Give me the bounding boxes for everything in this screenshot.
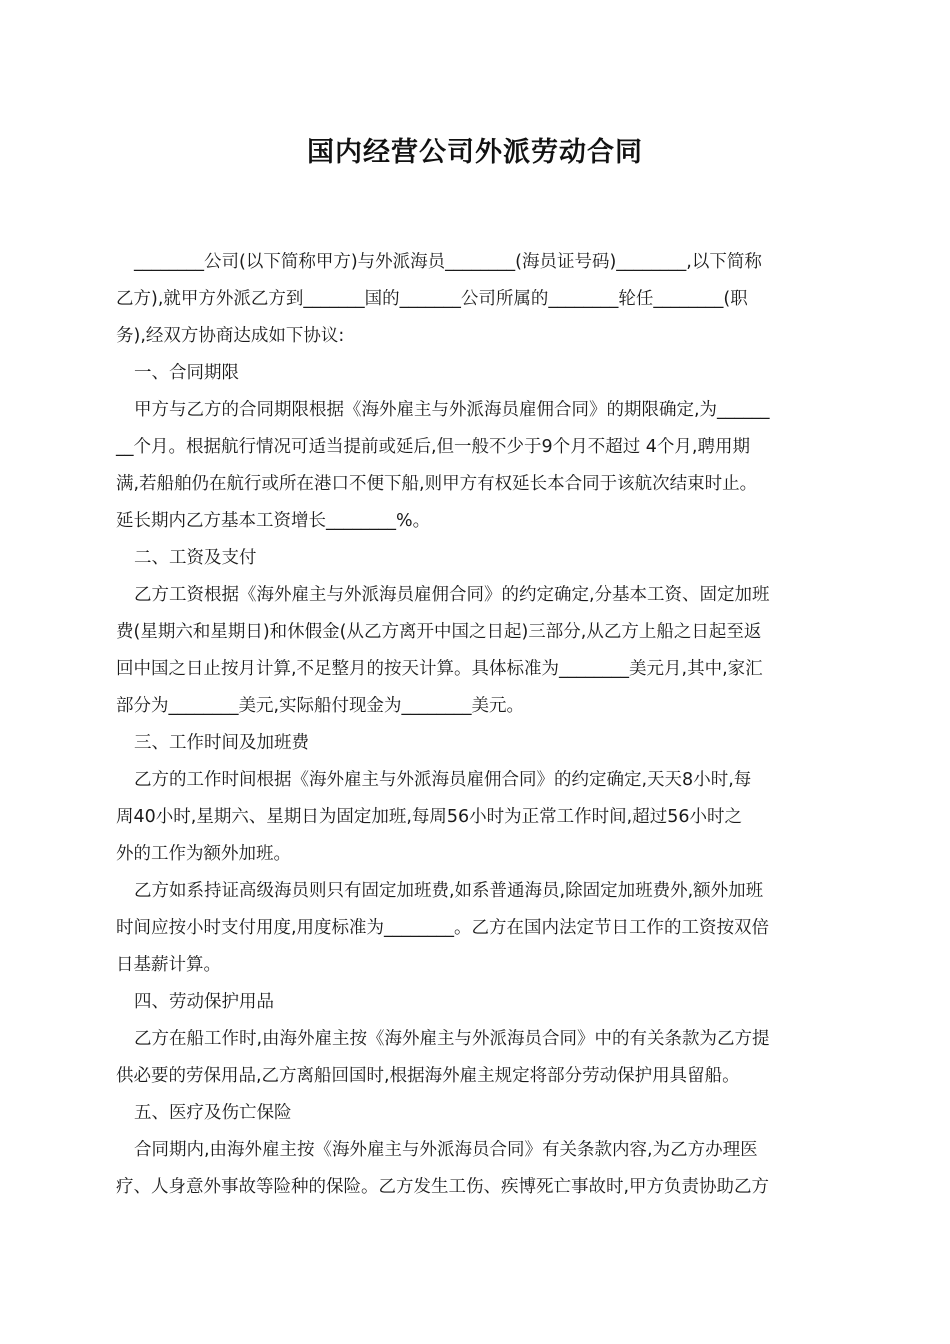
- body-line: __个月。根据航行情况可适当提前或延后,但一般不少于9个月不超过 4个月,聘用期: [116, 437, 750, 457]
- body-line: 一、合同期限: [134, 363, 239, 383]
- body-line: 供必要的劳保用品,乙方离船回国时,根据海外雇主规定将部分劳动保护用具留船。: [116, 1066, 740, 1086]
- body-line: 部分为________美元,实际船付现金为________美元。: [116, 696, 525, 716]
- body-line: 疗、人身意外事故等险种的保险。乙方发生工伤、疾博死亡事故时,甲方负责协助乙方: [116, 1177, 770, 1197]
- body-line: 甲方与乙方的合同期限根据《海外雇主与外派海员雇佣合同》的期限确定,为______: [134, 400, 770, 420]
- body-line: 三、工作时间及加班费: [134, 733, 309, 753]
- body-line: 满,若船舶仍在航行或所在港口不便下船,则甲方有权延长本合同于该航次结束时止。: [116, 474, 758, 494]
- body-line: 时间应按小时支付用度,用度标准为________。乙方在国内法定节日工作的工资按双倍: [116, 918, 770, 938]
- body-line: 五、医疗及伤亡保险: [134, 1103, 292, 1123]
- body-line: 乙方的工作时间根据《海外雇主与外派海员雇佣合同》的约定确定,天天8小时,每: [134, 770, 752, 790]
- body-line: 二、工资及支付: [134, 548, 257, 568]
- body-line: 费(星期六和星期日)和休假金(从乙方离开中国之日起)三部分,从乙方上船之日起至返: [116, 622, 762, 642]
- body-line: 乙方如系持证高级海员则只有固定加班费,如系普通海员,除固定加班费外,额外加班: [134, 881, 764, 901]
- body-line: ________公司(以下简称甲方)与外派海员________(海员证号码)________,以下简称: [134, 252, 762, 272]
- body-line: 日基薪计算。: [116, 955, 221, 975]
- body-line: 延长期内乙方基本工资增长________%。: [116, 511, 431, 531]
- body-line: 外的工作为额外加班。: [116, 844, 291, 864]
- document-body: [116, 244, 836, 1206]
- body-line: 乙方),就甲方外派乙方到_______国的_______公司所属的________轮任________(职: [116, 289, 748, 309]
- body-line: 乙方在船工作时,由海外雇主按《海外雇主与外派海员合同》中的有关条款为乙方提: [134, 1029, 770, 1049]
- body-line: 务),经双方协商达成如下协议:: [116, 326, 345, 346]
- body-line: 周40小时,星期六、星期日为固定加班,每周56小时为正常工作时间,超过56小时之: [116, 807, 742, 827]
- body-line: 回中国之日止按月计算,不足整月的按天计算。具体标准为________美元月,其中,家汇: [116, 659, 763, 679]
- body-line: 乙方工资根据《海外雇主与外派海员雇佣合同》的约定确定,分基本工资、固定加班: [134, 585, 770, 605]
- body-line: 四、劳动保护用品: [134, 992, 274, 1012]
- document-title: 国内经营公司外派劳动合同: [307, 137, 643, 168]
- body-line: 合同期内,由海外雇主按《海外雇主与外派海员合同》有关条款内容,为乙方办理医: [134, 1140, 758, 1160]
